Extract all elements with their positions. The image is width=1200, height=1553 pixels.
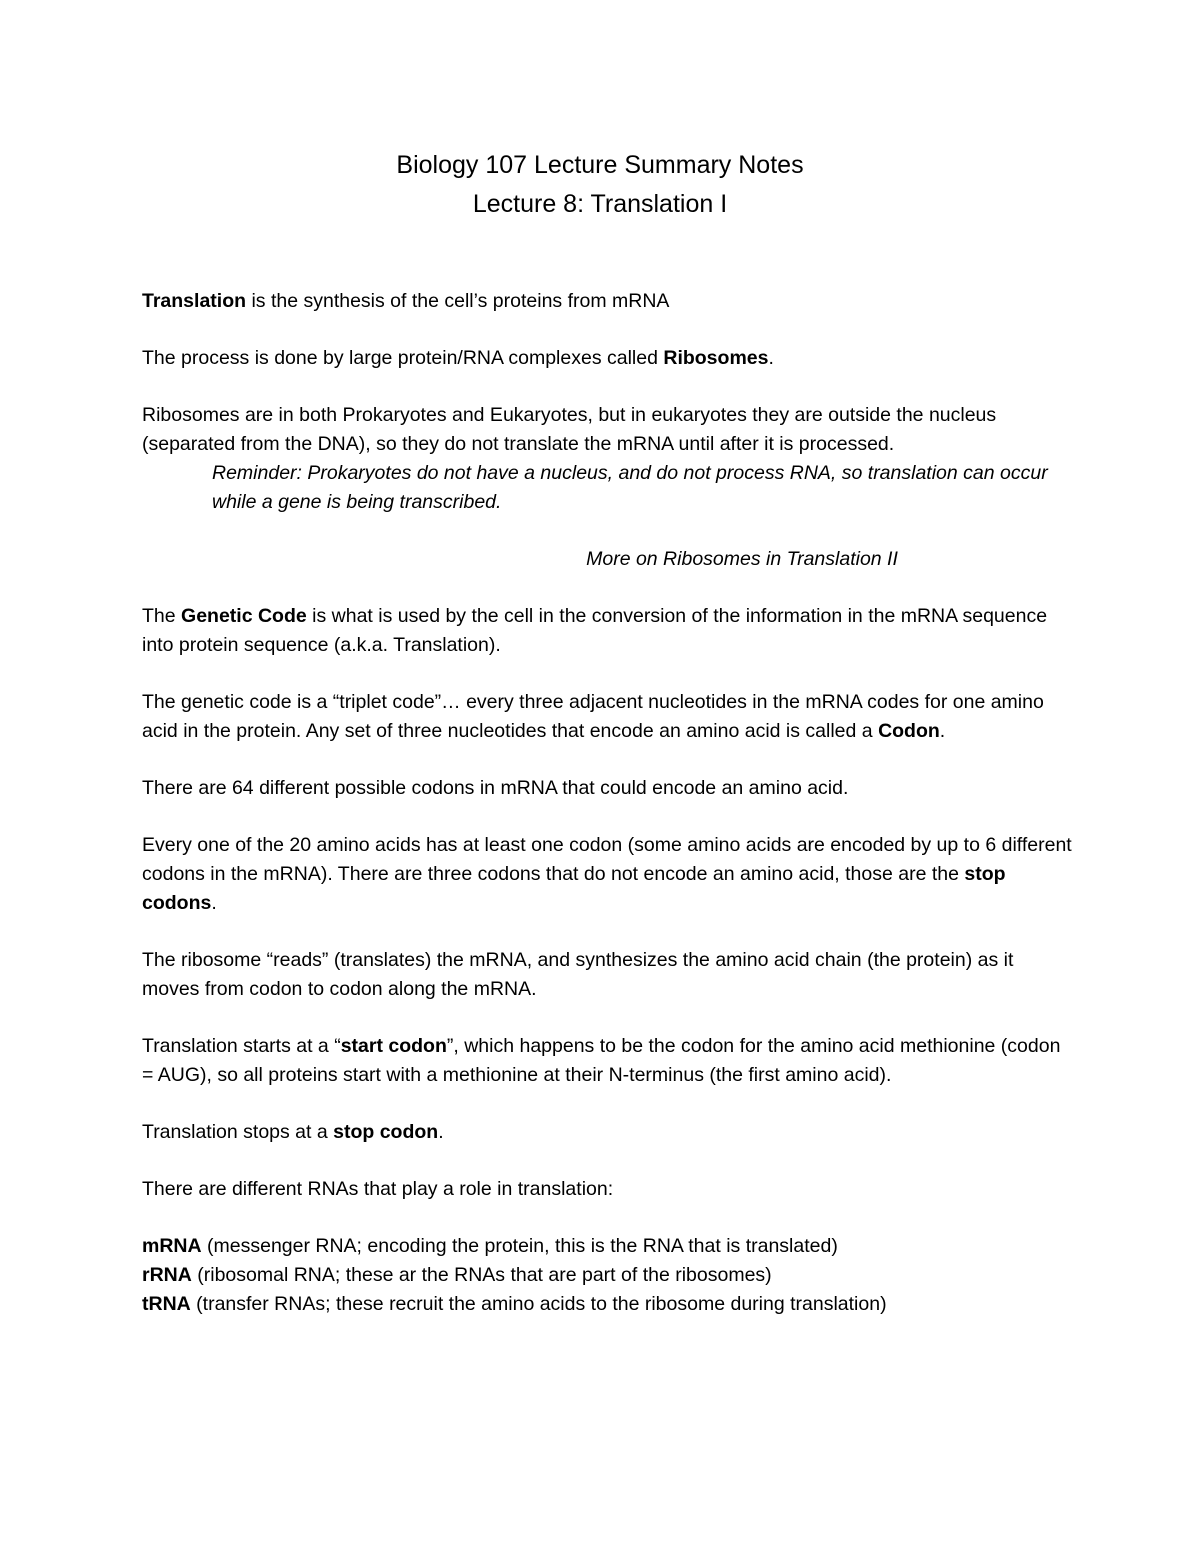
paragraph-ribosome-location: Ribosomes are in both Prokaryotes and Eukaryotes, but in eukaryotes they are outside the nucleus (separated from the DNA), so they do not translate the mRNA until after it is processed. [142,404,997,455]
term-start-codon: start codon [340,1035,447,1057]
document-body [142,287,1072,1319]
term-ribosomes: Ribosomes [663,347,769,369]
paragraph-genetic-code: The Genetic Code is what is used by the cell in the conversion of the information in the mRNA sequence into protein sequence (a.k.a. Translation). [142,605,1048,656]
document-title: Biology 107 Lecture Summary Notes [396,151,804,179]
paragraph-translation-definition: Translation is the synthesis of the cell’s proteins from mRNA [142,290,670,312]
term-codon: Codon [878,720,940,742]
paragraph-start-codon: Translation starts at a “start codon”, which happens to be the codon for the amino acid methionine (codon = AUG), so all proteins start with a methionine at their N-terminus (the first amino acid). [142,1035,1061,1086]
more-on-ribosomes-note: More on Ribosomes in Translation II [586,548,898,570]
list-item: rRNA (ribosomal RNA; these ar the RNAs that are part of the ribosomes) [142,1264,772,1286]
term-stop-codons: stop codons [142,863,1006,914]
paragraph-amino-acids: Every one of the 20 amino acids has at least one codon (some amino acids are encoded by up to 6 different codons in the mRNA). There are three codons that do not encode an amino acid, those are the stop codons. [142,834,1072,914]
paragraph-rna-types-intro: There are different RNAs that play a role in translation: [142,1178,614,1200]
paragraph-64-codons: There are 64 different possible codons in mRNA that could encode an amino acid. [142,777,849,799]
paragraph-triplet-code: The genetic code is a “triplet code”… every three adjacent nucleotides in the mRNA codes for one amino acid in the protein. Any set of three nucleotides that encode an amino acid is called a Codon. [142,691,1044,742]
term-stop-codon: stop codon [333,1121,439,1143]
list-item: tRNA (transfer RNAs; these recruit the amino acids to the ribosome during translation) [142,1293,887,1315]
title-block [0,146,1200,224]
rna-types-list [142,1232,1072,1319]
term-genetic-code: Genetic Code [181,605,307,627]
paragraph-ribosomes: The process is done by large protein/RNA complexes called Ribosomes. [142,347,774,369]
paragraph-stop-codon: Translation stops at a stop codon. [142,1121,444,1143]
term-translation: Translation [142,290,247,312]
lecture-title: Lecture 8: Translation I [472,190,728,218]
list-item: mRNA (messenger RNA; encoding the protein, this is the RNA that is translated) [142,1235,838,1257]
paragraph-ribosome-reads: The ribosome “reads” (translates) the mRNA, and synthesizes the amino acid chain (the protein) as it moves from codon to codon along the mRNA. [142,949,1014,1000]
reminder-note: Reminder: Prokaryotes do not have a nucleus, and do not process RNA, so translation can occur while a gene is being transcribed. [212,462,1048,513]
